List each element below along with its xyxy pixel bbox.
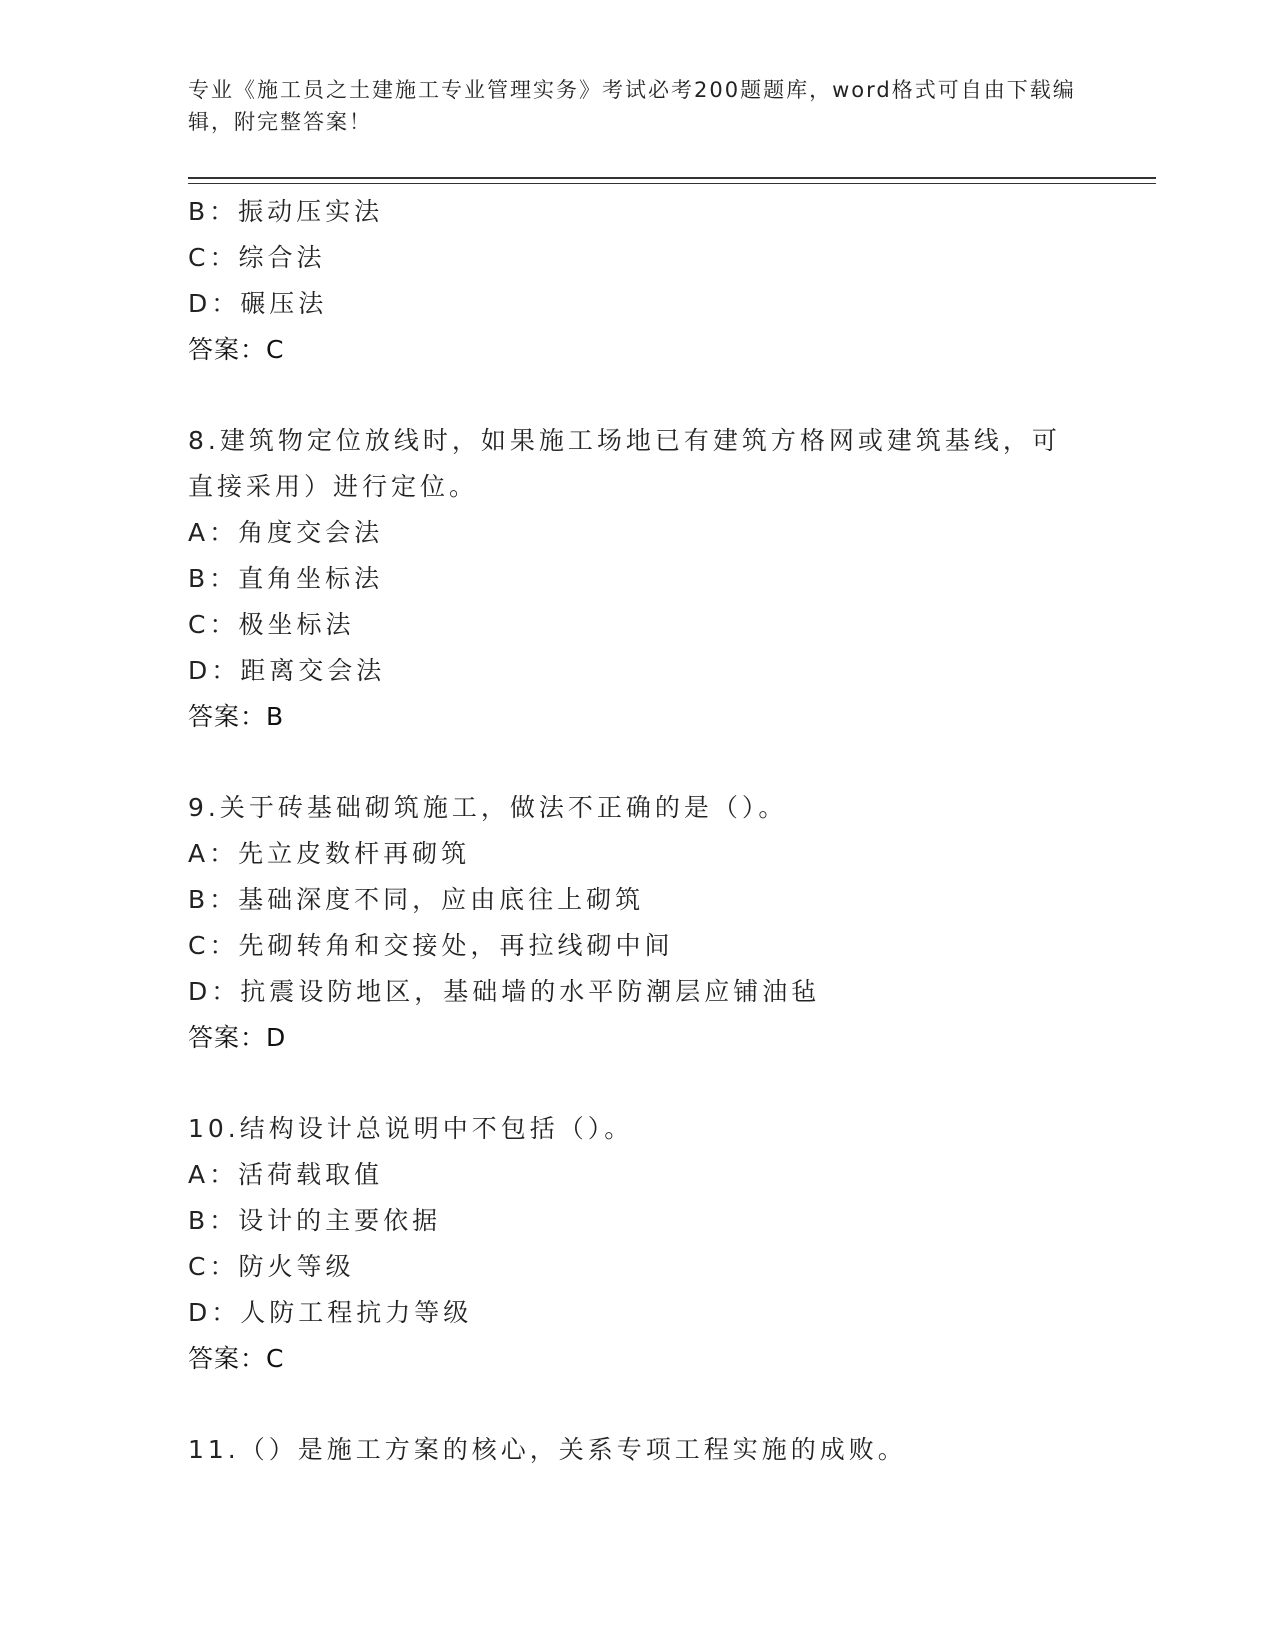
spacer bbox=[188, 1061, 1088, 1106]
answer-line: 答案：D bbox=[188, 1023, 287, 1052]
option-c: C：先砌转角和交接处，再拉线砌中间 bbox=[188, 931, 674, 960]
option-d: D：人防工程抗力等级 bbox=[188, 1298, 473, 1327]
question-block-11 bbox=[188, 1427, 1088, 1473]
option-c: C：极坐标法 bbox=[188, 610, 355, 639]
spacer bbox=[188, 740, 1088, 785]
header-rule-thick bbox=[188, 177, 1156, 179]
option-c: C：防火等级 bbox=[188, 1252, 355, 1281]
question-block-10 bbox=[188, 1106, 1088, 1382]
answer-line: 答案：B bbox=[188, 702, 285, 731]
spacer bbox=[188, 1382, 1088, 1427]
option-b: B：设计的主要依据 bbox=[188, 1206, 442, 1235]
answer-line: 答案：C bbox=[188, 335, 285, 364]
question-block-9 bbox=[188, 785, 1088, 1061]
option-d: D：抗震设防地区，基础墙的水平防潮层应铺油毡 bbox=[188, 977, 821, 1006]
option-b: B：直角坐标法 bbox=[188, 564, 384, 593]
question-text: 11.（）是施工方案的核心，关系专项工程实施的成败。 bbox=[188, 1435, 907, 1464]
question-block-7-continuation bbox=[188, 189, 1088, 373]
answer-line: 答案：C bbox=[188, 1344, 285, 1373]
header-rule-thin bbox=[188, 183, 1156, 184]
question-block-8 bbox=[188, 418, 1088, 740]
question-text: 10.结构设计总说明中不包括（）。 bbox=[188, 1114, 634, 1143]
option-d: D：碾压法 bbox=[188, 289, 328, 318]
page-header: 专业《施工员之土建施工专业管理实务》考试必考200题题库，word格式可自由下载编辑，附完整答案！ bbox=[188, 78, 1076, 134]
option-d: D：距离交会法 bbox=[188, 656, 386, 685]
spacer bbox=[188, 373, 1088, 418]
option-b: B：振动压实法 bbox=[188, 197, 384, 226]
question-text: 8.建筑物定位放线时，如果施工场地已有建筑方格网或建筑基线，可 bbox=[188, 426, 1061, 455]
option-b: B：基础深度不同，应由底往上砌筑 bbox=[188, 885, 645, 914]
question-text-continued: 直接采用）进行定位。 bbox=[188, 472, 479, 501]
option-c: C：综合法 bbox=[188, 243, 326, 272]
option-a: A：先立皮数杆再砌筑 bbox=[188, 839, 471, 868]
question-text: 9.关于砖基础砌筑施工，做法不正确的是（）。 bbox=[188, 793, 788, 822]
document-content bbox=[188, 189, 1088, 1473]
option-a: A：角度交会法 bbox=[188, 518, 384, 547]
option-a: A：活荷载取值 bbox=[188, 1160, 384, 1189]
